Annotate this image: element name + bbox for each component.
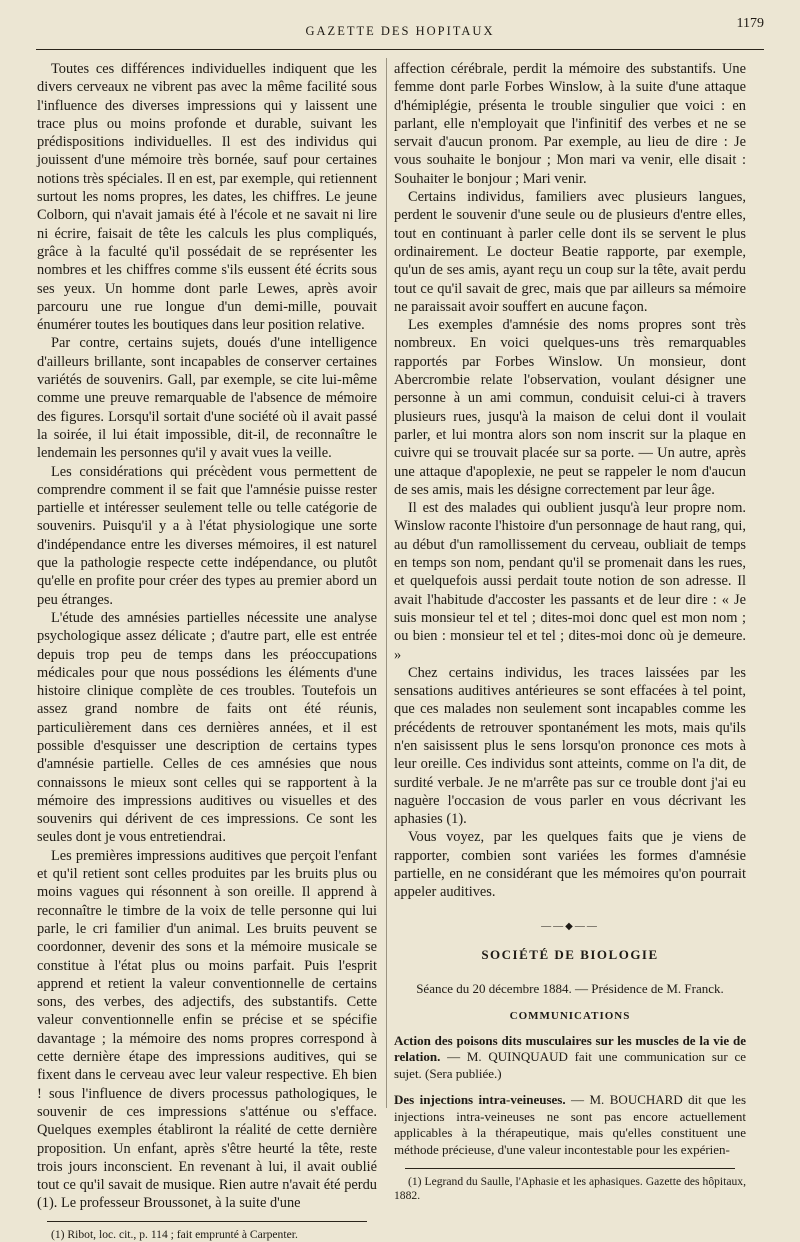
paragraph: Par contre, certains sujets, doués d'une intelligence d'ailleurs brillante, sont incapables de conserver certaines variétés de souvenirs. Gall, par exemple, se cite lui-même comme une preuve remarquable de l'absence de mémoire des figures. Lorsqu'il sortait d'une société où il avait passé la soirée, il lui était impossible, dit-il, de reconnaître le lendemain les personnes qu'il y avait vues la veille. [37, 335, 377, 462]
paragraph: Les exemples d'amnésie des noms propres sont très nombreux. En voici quelques-uns très remarquables rapportés par Forbes Winslow. Un monsieur, dont Abercrombie relate l'observation, voulant désigner une personne à un ami commun, conduisit celui-ci à travers plusieurs rues, jusqu'à la maison de celui dont il voulait parler, et lui montra alors son nom inscrit sur la plaque en cuivre qui se trouvait placée sur sa porte. — Un autre, après une attaque d'apoplexie, ne peut se rappeler le nom d'aucun de ses amis, mais les désigne correctement par leur âge. [394, 317, 746, 498]
communication-title: Des injections intra-veineuses. [394, 1092, 566, 1108]
section-ornament: ——◆—— [541, 920, 599, 932]
footnote: (1) Legrand du Saulle, l'Aphasie et les aphasiques. Gazette des hôpitaux, 1882. [394, 1175, 746, 1203]
paragraph: Vous voyez, par les quelques faits que je viens de rapporter, combien sont variées les formes d'amnésie partielle, en ne considérant que les mémoires qu'on pourrait appeler auditives. [394, 829, 746, 901]
paragraph: L'étude des amnésies partielles nécessite une analyse psychologique assez délicate ; d'autre part, elle est entrée depuis trop peu de temps dans les préoccupations médicales pour que nous possédions les éléments d'une histoire clinique complète de ces troubles. Toutefois un assez grand nombre de faits ont été réunis, particulièrement dans ces dernières années, et il est possible d'esquisser une description de certains types d'amnésie partielle. Celles de ces amnésies que nous connaissons le mieux sont celles qui se rapportent à la mémoire des impressions auditives ou visuelles et des souvenirs qui dérivent de ces impressions. Ce sont les seules dont je vous entretiendrai. [37, 609, 377, 846]
paragraph: Certains individus, familiers avec plusieurs langues, perdent le souvenir d'une seule ou de plusieurs d'entre elles, tout en continuant à parler celle dont ils se servent le plus ordinairement. Le docteur Beatie rapporte, par exemple, qu'un de ses amis, ayant reçu un coup sur la tête, avait perdu tout ce qu'il savait de grec, mais que par ailleurs sa mémoire ne paraissait avoir souffert en aucune façon. [394, 189, 746, 315]
paragraph: Il est des malades qui oublient jusqu'à leur propre nom. Winslow raconte l'histoire d'un personnage de haut rang, qui, au début d'un ramollissement du cerveau, oubliait de temps en temps son nom, pendant qu'il se promenait dans les rues, et quelquefois aussi perdait toute notion de son adresse. Il avait l'habitude d'accoster les passants et de leur dire : « Je suis monsieur tel et tel ; dites-moi donc quel est mon nom ; ou bien : monsieur tel et tel ; dites-moi donc où je demeure. » [394, 500, 746, 663]
footnote: (1) Ribot, loc. cit., p. 114 ; fait emprunté à Carpenter. [51, 1227, 298, 1241]
paragraph: Toutes ces différences individuelles indiquent que les divers cerveaux ne vibrent pas avec la même facilité sous l'influence des diverses impressions qui y laissent une trace plus ou moins profonde et durable, suivant les prédispositions individuelles. Il est des individus qui jouissent d'une mémoire très bornée, sauf pour certaines notions très spéciales. Il en est, par exemple, qui retiennent surtout les noms propres, les dates, les chiffres. Le jeune Colborn, qui n'avait jamais été à l'école et ne savait ni lire ni écrire, faisait de tête les calculs les plus compliqués, grâce à la faculté qu'il possédait de se représenter les nombres et les chiffres comme s'ils eussent été écrits sous ses yeux. Un homme dont parle Lewes, après avoir parcouru une rue longue d'un demi-mille, pouvait énumérer toutes les boutiques dans leur position relative. [37, 61, 377, 334]
publication-title: GAZETTE DES HOPITAUX [305, 24, 495, 38]
paragraph: Les considérations qui précèdent vous permettent de comprendre comment il se fait que l'amnésie puisse rester partielle et intéresser seulement telle ou telle catégorie de souvenirs. Puisqu'il y a à l'état physiologique une sorte d'indépendance entre les diverses mémoires, il est naturel que la pathologie respecte cette indépendance, ou plutôt qu'elle en profite pour créer des types au premier abord un peu étranges. [37, 463, 377, 608]
paragraph: Les premières impressions auditives que perçoit l'enfant et qu'il retient sont celles produites par les bruits plus ou moins vagues qui résonnent à son oreille. Il apprend à reconnaître le timbre de la voix de telle personne qui lui parle, le cri familier d'un animal. Les bruits peuvent se coordonner, devenir des sons et la mémoire musicale se constitue à l'état plus ou moins parfait. Puis l'esprit apprend et retient la valeur conventionnelle de certains sons, des verbes, des adjectifs, des substantifs. Cette valeur conventionnelle enfin se précise et se spécifie davantage ; la mémoire des noms propres correspond à cette dernière étape des impressions auditives, qui se fixent dans le cerveau avec leur valeur respective. Eh bien ! sous l'influence de divers processus pathologiques, le souvenir de ces impressions s'atténue ou s'efface. Quelques exemples établiront la réalité de cette dernière proposition. Un enfant, après s'être heurté la tête, reste trois jours inconscient. En revenant à lui, il avait oublié tout ce qu'il savait de musique. Rien autre n'avait été perdu (1). Le professeur Broussonet, à la suite d'une [37, 847, 377, 1212]
footnote-rule [405, 1168, 735, 1169]
communication-text: — M. QUINQUAUD fait une communication sur ce sujet. (Sera publiée.) [394, 1049, 746, 1081]
header-rule [36, 49, 764, 50]
right-column [394, 60, 746, 1203]
paragraph: affection cérébrale, perdit la mémoire des substantifs. Une femme dont parle Forbes Winslow, à la suite d'une attaque d'hémiplégie, présenta le trouble singulier que voici : en parlant, elle n'employait que l'infinitif des verbes et ne se servait d'aucun pronom. Par exemple, au lieu de dire : Je vous souhaite le bonjour ; Mon mari va venir, elle disait : Souhaiter le bonjour ; Mari venir. [394, 61, 746, 187]
section-title: SOCIÉTÉ DE BIOLOGIE [481, 946, 659, 962]
communication-item [394, 1033, 746, 1083]
column-divider [386, 58, 387, 1108]
session-line: Séance du 20 décembre 1884. — Présidence de M. Franck. [416, 981, 724, 997]
communication-item [394, 1092, 746, 1158]
communication-text: — M. BOUCHARD dit que les injections intra-veineuses ne sont pas encore actuellement applicables à la thérapeutique, mais qu'elles constituent une méthode précieuse, d'une valeur incontestable pour les expérien- [394, 1092, 746, 1157]
communication-title: Action des poisons dits musculaires sur les muscles de la vie de relation. [394, 1032, 746, 1065]
page-number: 1179 [736, 16, 764, 31]
subheading: COMMUNICATIONS [509, 1009, 631, 1022]
paragraph: Chez certains individus, les traces laissées par les sensations auditives antérieures se sont effacées à tel point, que ces malades non seulement sont incapables comme les précédents de retrouver spontanément les mots, mais qu'ils n'en saisissent plus le sens lorsqu'on prononce ces mots à leur oreille. Ces individus sont atteints, comme on l'a dit, de surdité verbale. Je ne m'arrête pas sur ce trouble dont j'ai eu naguère l'occasion de vous parler en vous décrivant les aphasies (1). [394, 664, 746, 828]
footnote-rule [47, 1221, 367, 1222]
left-column [37, 60, 377, 1242]
page-header [0, 14, 800, 40]
